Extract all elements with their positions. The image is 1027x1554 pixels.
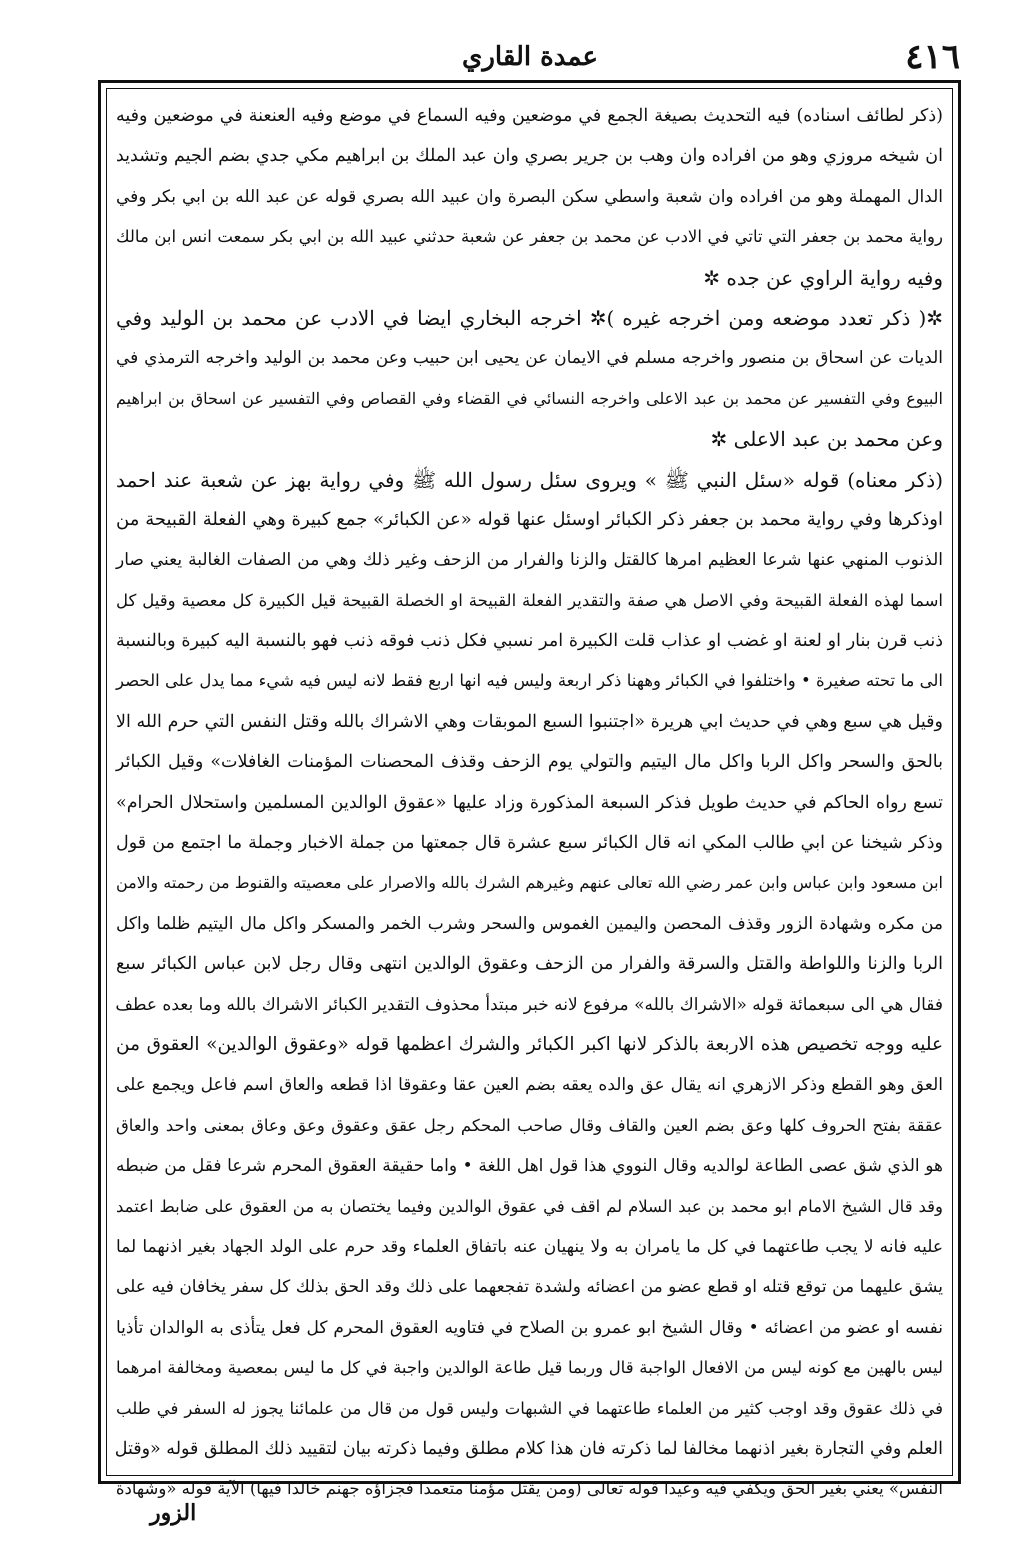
text-line: عليه ووجه تخصيص هذه الاربعة بالذكر لانها اكبر الكبائر والشرك اعظمها قوله «وعقوق الوالدين» العقوق من xyxy=(116,1033,943,1055)
text-line: الذنوب المنهي عنها شرعا العظيم امرها كالقتل والزنا والفرار من الزحف وغير ذلك وهي من الصفات الغالبة يعني صار xyxy=(116,550,943,571)
running-title: عمدة القاري xyxy=(462,42,598,72)
text-line: بالحق والسحر واكل الربا واكل مال اليتيم والتولي يوم الزحف وقذف المحصنات المؤمنات الغافلات» وقيل الكبائر xyxy=(116,752,943,773)
text-line: الديات عن اسحاق بن منصور واخرجه مسلم في الايمان عن يحيى ابن حبيب وعن محمد بن الوليد واخرجه الترمذي في xyxy=(116,348,943,369)
main-text xyxy=(114,96,944,1499)
text-line: عققة بفتح الحروف كلها وعق بضم العين والقاف وقال صاحب المحكم رجل عقق وعقوق وعق وعاق بمعنى واحد والعاق xyxy=(116,1115,943,1135)
text-line: من مكره وشهادة الزور وقذف المحصن واليمين الغموس والسحر وشرب الخمر والمسكر واكل مال اليتيم ظلما واكل xyxy=(116,913,943,934)
page-header xyxy=(100,28,960,88)
catchword: الزور xyxy=(150,1500,197,1526)
text-line: هو الذي شق عصى الطاعة لوالديه وقال النووي هذا قول اهل اللغة • واما حقيقة العقوق المحرم شرعا فقل من ضبطه xyxy=(116,1156,943,1177)
text-line: الى ما تحته صغيرة • واختلفوا في الكبائر وههنا ذكر اربعة وليس فيه انها اربع فقط لانه ليس فيه شيء مما يدل على الحصر xyxy=(116,671,943,691)
text-line: ذنب قرن بنار او لعنة او غضب او عذاب قلت الكبيرة امر نسبي فكل ذنب فوقه ذنب فهو بالنسبة اليه كبيرة وبالنسبة xyxy=(116,631,943,652)
text-line: وقيل هي سبع وهي في حديث ابي هريرة «اجتنبوا السبع الموبقات وهي الاشراك بالله وقتل النفس التي حرم الله الا xyxy=(116,711,943,732)
text-line: وذكر شيخنا عن ابي طالب المكي انه قال الكبائر سبع عشرة قال جمعتها من جملة الاخبار وجملة ما اجتمع من قول xyxy=(116,833,943,854)
text-line: في ذلك عقوق وقد اوجب كثير من العلماء طاعتهما في الشبهات وليس قول من قال من علمائنا يجوز له السفر في طلب xyxy=(116,1398,943,1418)
text-line: ✲( ذكر تعدد موضعه ومن اخرجه غيره )✲ اخرجه البخاري ايضا في الادب عن محمد بن الوليد وفي xyxy=(116,305,943,330)
text-line: النفس» يعني بغير الحق ويكفي فيه وعيدا قوله تعالى (ومن يقتل مؤمنا متعمدا فجزاؤه جهنم خالدا فيها) الآية قوله «وشهادة xyxy=(115,1479,943,1499)
text-line: نفسه او عضو من اعضائه • وقال الشيخ ابو عمرو بن الصلاح في فتاويه العقوق المحرم كل فعل يتأذى به الوالدان تأذيا xyxy=(116,1317,943,1338)
text-line: ابن مسعود وابن عباس وابن عمر رضي الله تعالى عنهم وغيرهم الشرك بالله والاصرار على معصيته والقنوط من رحمته والامن xyxy=(116,873,944,893)
text-line: الدال المهملة وهو من افراده وان شعبة واسطي سكن البصرة وان عبيد الله بصري قوله عن عبد الله بن ابي بكر وفي xyxy=(116,186,943,207)
text-line: يشق عليهما من توقع قتله او قطع عضو من اعضائه ولشدة تفجعهما على ذلك وقد الحق بذلك كل سفر يخافان فيه على xyxy=(116,1277,943,1298)
text-line: تسع رواه الحاكم في حديث طويل فذكر السبعة المذكورة وزاد عليها «عقوق الوالدين المسلمين واستحلال الحرام» xyxy=(116,792,943,813)
text-line: ليس بالهين مع كونه ليس من الافعال الواجبة قال وربما قيل طاعة الوالدين واجبة في كل ما ليس بمعصية ومخالفة امرهما xyxy=(116,1358,943,1378)
text-line: اوذكرها وفي رواية محمد بن جعفر ذكر الكبائر اوسئل عنها قوله «عن الكبائر» جمع كبيرة وهي الفعلة القبيحة من xyxy=(116,508,944,530)
text-line: فقال هي الى سبعمائة قوله «الاشراك بالله» مرفوع لانه خبر مبتدأ محذوف التقدير الكبائر الاشراك بالله وما بعده عطف xyxy=(115,994,943,1015)
text-line: رواية محمد بن جعفر التي تاتي في الادب عن محمد بن جعفر عن شعبة حدثني عبيد الله بن ابي بكر سمعت انس ابن مالك xyxy=(116,227,943,247)
text-line: العق وهو القطع وذكر الازهري انه يقال عق والده يعقه بضم العين عقا وعقوقا اذا قطعه والعاق اسم فاعل ويجمع على xyxy=(116,1075,943,1096)
text-line: العلم وفي التجارة بغير اذنهما مخالفا لما ذكرته فان هذا كلام مطلق وفيما ذكرته بيان لتقييد ذلك المطلق قوله «وقتل xyxy=(114,1438,943,1459)
text-line: (ذكر معناه) قوله «سئل النبي ﷺ » ويروى سئل رسول الله ﷺ وفي رواية بهز عن شعبة عند احمد xyxy=(116,467,943,492)
text-line: وعن محمد بن عبد الاعلى ✲ xyxy=(710,427,943,452)
text-line: عليه فانه لا يجب طاعتهما في كل ما يامران به ولا ينهيان عنه باتفاق العلماء وقد حرم على الولد الجهاد بغير اذنهما لما xyxy=(116,1236,943,1257)
page-number: ٤١٦ xyxy=(905,37,960,77)
text-line: (ذكر لطائف اسناده) فيه التحديث بصيغة الجمع في موضعين وفيه السماع في موضع وفيه العنعنة في موضعين وفيه xyxy=(116,106,943,126)
text-line: وفيه رواية الراوي عن جده ✲ xyxy=(703,265,943,290)
text-line: وقد قال الشيخ الامام ابو محمد بن عبد السلام لم اقف في عقوق الوالدين وفيما يختصان به من العقوق على ضابط اعتمد xyxy=(116,1196,943,1216)
text-line: البيوع وفي التفسير عن محمد بن عبد الاعلى واخرجه النسائي في القضاء وفي القصاص وفي التفسير عن اسحاق بن ابراهيم xyxy=(116,388,943,408)
text-line: اسما لهذه الفعلة القبيحة وفي الاصل هي صفة والتقدير الفعلة القبيحة او الخصلة القبيحة قيل الكبيرة كل معصية وقيل كل xyxy=(116,590,943,610)
text-line: ان شيخه مروزي وهو من افراده وان وهب بن جرير بصري وان عبد الملك بن ابراهيم مكي جدي بضم الجيم وتشديد xyxy=(116,146,943,167)
text-line: الربا والزنا واللواطة والقتل والسرقة والفرار من الزحف وعقوق الوالدين انتهى وقال رجل لابن عباس الكبائر سبع xyxy=(116,954,943,975)
